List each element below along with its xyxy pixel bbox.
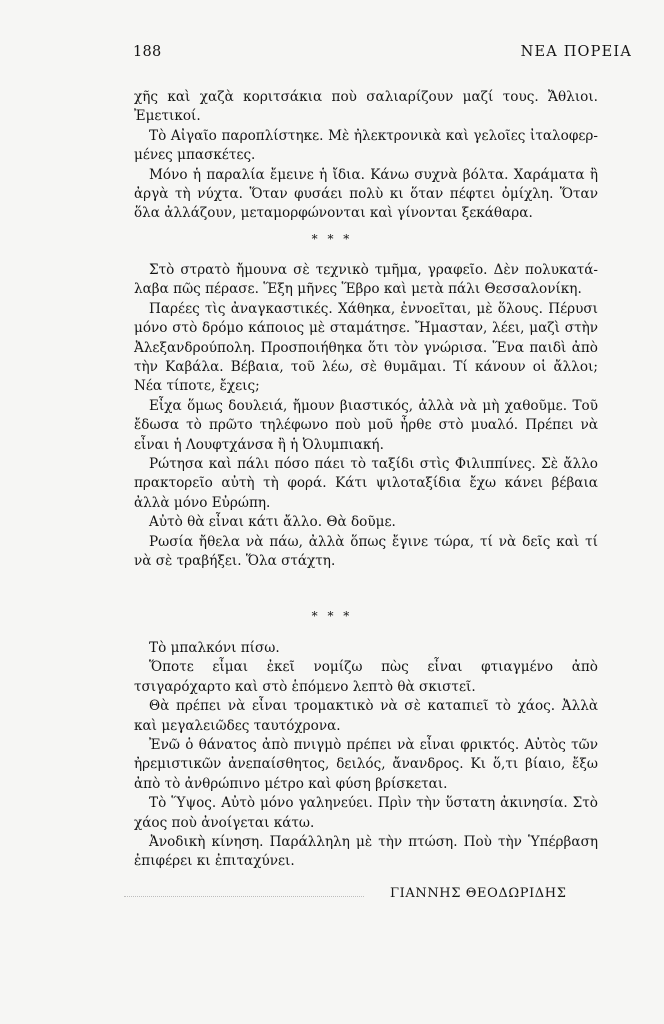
paragraph: Μόνο ἡ παραλία ἔμεινε ἡ ἴδια. Κάνω συχνὰ βόλτα. Χαράματα ἢ ἀργὰ τὴ νύχτα. Ὅταν φυσάει πολὺ κι ὅταν πέφτει ὀμίχλη. Ὅταν ὅλα ἀλλάζουν, μεταμορφώνονται καὶ γίνονται ξεκάθαρα. xyxy=(134,166,598,222)
paragraph: Παρέες τὶς ἀναγκαστικές. Χάθηκα, ἐννοεῖται, μὲ ὅλους. Πέρυσι μόνο στὸ δρόμο κάποιος μὲ σταμάτησε. Ἤμασταν, λέει, μαζὶ στὴν Ἀλεξανδρούπολη. Προσποιήθηκα ὅτι τὸν γνώρισα. Ἕνα παιδὶ ἀπὸ τὴν Καβάλα. Βέβαια, τοῦ λέω, σὲ θυμᾶμαι. Τί κάνουν οἱ ἄλλοι; Νέα τίποτε, ἔχεις; xyxy=(134,300,598,395)
paragraph: Εἶχα ὅμως δουλειά, ἤμουν βιαστικός, ἀλλὰ νὰ μὴ χαθοῦμε. Τοῦ ἔδωσα τὸ πρῶτο τηλέφωνο ποὺ μοῦ ἦρθε στὸ μυαλό. Πρέπει νὰ εἶναι ἡ Λουφτχάνσα ἢ ἡ Ὀλυμπιακή. xyxy=(134,397,598,453)
paragraph: Ἀνοδικὴ κίνηση. Παράλληλη μὲ τὴν πτώση. Ποὺ τὴν Ὑπέρβαση ἐπιφέρει κι ἐπιταχύνει. xyxy=(134,834,598,870)
faint-dotted-line xyxy=(124,896,364,898)
paragraph: Τὸ Αἰγαῖο παροπλίστηκε. Μὲ ἠλεκτρονικὰ καὶ γελοῖες ἰταλοφερμένες μπασκέτες. xyxy=(134,127,598,164)
section-separator: * * * xyxy=(311,232,353,246)
paragraph: Ἐνῶ ὁ θάνατος ἀπὸ πνιγμὸ πρέπει νὰ εἶναι φρικτός. Αὐτὸς τῶν ἠρεμιστικῶν ἀνεπαίσθητος, δειλός, ἄνανδρος. Κι ὅ,τι βίαιο, ἔξω ἀπὸ τὸ ἀνθρώπινο μέτρο καὶ φύση βρίσκεται. xyxy=(134,737,598,792)
paragraph: Ὅποτε εἶμαι ἐκεῖ νομίζω πὼς εἶναι φτιαγμένο ἀπὸ τσιγαρόχαρτο καὶ στὸ ἑπόμενο λεπτὸ θὰ σκιστεῖ. xyxy=(134,659,598,695)
section-3 xyxy=(134,639,598,872)
paragraph: Αὐτὸ θὰ εἶναι κάτι ἄλλο. Θὰ δοῦμε. xyxy=(149,514,396,531)
paragraph: Τὸ Ὕψος. Αὐτὸ μόνο γαληνεύει. Πρὶν τὴν ὕστατη ἀκινησία. Στὸ χάος ποὺ ἀνοίγεται κάτω. xyxy=(134,795,598,831)
section-separator: * * * xyxy=(311,609,353,623)
section-2 xyxy=(134,261,598,572)
paragraph: Θὰ πρέπει νὰ εἶναι τρομακτικὸ νὰ σὲ καταπιεῖ τὸ χάος. Ἀλλὰ καὶ μεγαλειῶδες ταυτόχρονα. xyxy=(134,698,598,734)
section-1 xyxy=(134,88,598,224)
running-head xyxy=(133,44,632,64)
page-number: 188 xyxy=(133,44,162,60)
paragraph: χῆς καὶ χαζὰ κοριτσάκια ποὺ σαλιαρίζουν μαζί τους. Ἄθλιοι. Ἐμετικοί. xyxy=(134,89,598,125)
paragraph: Ρωσία ἤθελα νὰ πάω, ἀλλὰ ὅπως ἔγινε τώρα, τί νὰ δεῖς καὶ τί νὰ σὲ τραβήξει. Ὅλα στάχτη. xyxy=(134,533,598,570)
paragraph: Τὸ μπαλκόνι πίσω. xyxy=(149,640,280,656)
paragraph: Στὸ στρατὸ ἤμουνα σὲ τεχνικὸ τμῆμα, γραφεῖο. Δὲν πολυκατάλαβα πῶς πέρασε. Ἕξη μῆνες Ἕβρο καὶ μετὰ πάλι Θεσσαλονίκη. xyxy=(134,262,598,298)
author-signature: ΓΙΑΝΝΗΣ ΘΕΟΔΩΡΙΔΗΣ xyxy=(390,886,567,901)
running-title: ΝΕΑ ΠΟΡΕΙΑ xyxy=(520,44,632,60)
paragraph: Ρώτησα καὶ πάλι πόσο πάει τὸ ταξίδι στὶς Φιλιππίνες. Σὲ ἄλλο πρακτορεῖο αὐτὴ τὴ φορά. Κάτι ψιλοταξίδια ἔχω κάνει βέβαια ἀλλὰ μόνο Εὐρώπη. xyxy=(134,456,598,511)
